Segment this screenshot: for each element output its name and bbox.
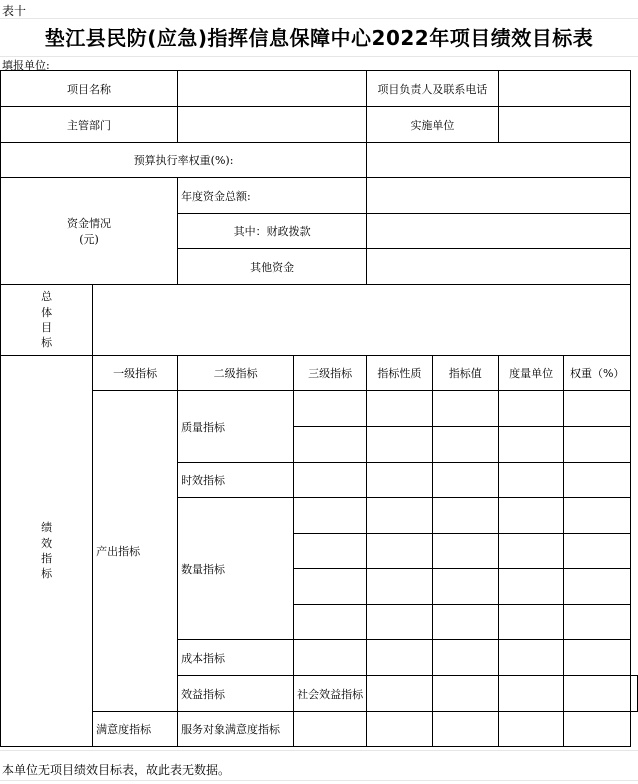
indicator-cell[interactable] <box>432 569 498 605</box>
project-name-label: 项目名称 <box>1 71 178 107</box>
indicator-cell[interactable] <box>564 427 631 463</box>
indicator-cell[interactable] <box>432 676 498 712</box>
sheet-grid-line <box>0 56 638 57</box>
indicator-cell[interactable] <box>564 569 631 605</box>
level1-satisfaction: 满意度指标 <box>93 712 178 747</box>
indicator-cell[interactable] <box>432 463 498 498</box>
indicator-cell[interactable] <box>564 498 631 534</box>
indicator-cell[interactable] <box>294 569 367 605</box>
funds-other-value[interactable] <box>367 249 631 285</box>
indicator-cell[interactable] <box>294 640 367 676</box>
indicator-cell[interactable] <box>432 534 498 569</box>
level2-timeliness: 时效指标 <box>178 463 294 498</box>
indicator-cell[interactable] <box>564 640 631 676</box>
indicator-cell[interactable] <box>367 463 433 498</box>
sheet-grid-line <box>0 780 638 781</box>
indicator-cell[interactable] <box>498 391 564 427</box>
sheet-label: 表十 <box>2 4 27 18</box>
funds-total-value[interactable] <box>367 178 631 214</box>
indicator-cell[interactable] <box>367 534 433 569</box>
department-label: 主管部门 <box>1 107 178 143</box>
indicator-cell[interactable] <box>564 534 631 569</box>
indicator-cell[interactable] <box>367 427 433 463</box>
project-name-value[interactable] <box>178 71 367 107</box>
page-title: 垫江县民防(应急)指挥信息保障中心2022年项目绩效目标表 <box>44 26 594 50</box>
header-unit: 度量单位 <box>498 356 564 391</box>
indicator-cell[interactable] <box>294 498 367 534</box>
indicator-cell[interactable] <box>432 605 498 640</box>
funds-fiscal-value[interactable] <box>367 214 631 249</box>
indicator-cell[interactable] <box>367 498 433 534</box>
indicator-cell[interactable] <box>498 640 564 676</box>
department-value[interactable] <box>178 107 367 143</box>
overall-goal-label <box>1 285 93 356</box>
indicator-cell[interactable] <box>498 712 564 747</box>
header-level3: 三级指标 <box>294 356 367 391</box>
level2-quantity: 数量指标 <box>178 498 294 640</box>
indicator-cell[interactable] <box>631 676 638 712</box>
footer-note: 本单位无项目绩效目标表，故此表无数据。 <box>2 763 231 777</box>
header-level2: 二级指标 <box>178 356 294 391</box>
sheet-grid-line <box>0 18 638 19</box>
performance-label-text: 绩效指标 <box>41 521 53 581</box>
indicator-cell[interactable] <box>432 391 498 427</box>
header-value: 指标值 <box>432 356 498 391</box>
fill-unit-label: 填报单位: <box>2 59 50 72</box>
indicator-cell[interactable] <box>564 391 631 427</box>
indicator-cell[interactable] <box>367 676 433 712</box>
indicator-cell[interactable] <box>294 427 367 463</box>
implementer-value[interactable] <box>498 107 630 143</box>
level1-output: 产出指标 <box>93 391 178 712</box>
header-nature: 指标性质 <box>367 356 433 391</box>
indicator-cell[interactable] <box>294 712 367 747</box>
indicator-cell[interactable] <box>564 712 631 747</box>
sheet-grid-line <box>0 750 638 751</box>
indicator-cell[interactable] <box>564 463 631 498</box>
overall-goal-value[interactable] <box>93 285 631 356</box>
overall-goal-label-text: 总体目标 <box>41 290 53 350</box>
indicator-cell[interactable] <box>294 463 367 498</box>
indicator-cell[interactable] <box>564 605 631 640</box>
indicator-cell[interactable] <box>498 498 564 534</box>
owner-contact-label: 项目负责人及联系电话 <box>367 71 499 107</box>
indicator-cell[interactable] <box>498 463 564 498</box>
indicator-cell[interactable] <box>432 427 498 463</box>
indicator-cell[interactable] <box>498 676 564 712</box>
indicator-cell[interactable] <box>432 712 498 747</box>
header-weight: 权重（%） <box>564 356 631 391</box>
performance-label <box>1 356 93 747</box>
indicator-cell[interactable] <box>367 391 433 427</box>
indicator-cell[interactable] <box>564 676 631 712</box>
level2-social-benefit: 社会效益指标 <box>294 676 367 712</box>
funds-total-label: 年度资金总额: <box>178 178 367 214</box>
owner-contact-value[interactable] <box>498 71 630 107</box>
funds-fiscal-label: 其中：财政拨款 <box>178 214 367 249</box>
indicator-cell[interactable] <box>294 605 367 640</box>
funds-label <box>1 178 178 285</box>
indicator-cell[interactable] <box>367 605 433 640</box>
performance-form-table <box>0 70 638 747</box>
indicator-cell[interactable] <box>294 391 367 427</box>
budget-rate-value[interactable] <box>367 143 631 178</box>
budget-rate-label: 预算执行率权重(%): <box>1 143 367 178</box>
indicator-cell[interactable] <box>432 498 498 534</box>
indicator-cell[interactable] <box>367 640 433 676</box>
indicator-cell[interactable] <box>498 569 564 605</box>
level2-quality: 质量指标 <box>178 391 294 463</box>
implementer-label: 实施单位 <box>367 107 499 143</box>
indicator-cell[interactable] <box>498 534 564 569</box>
indicator-cell[interactable] <box>498 427 564 463</box>
indicator-cell[interactable] <box>367 569 433 605</box>
indicator-cell[interactable] <box>432 640 498 676</box>
funds-label-line2: (元) <box>79 233 99 246</box>
level2-service-satisfaction: 服务对象满意度指标 <box>178 712 294 747</box>
level2-cost: 成本指标 <box>178 640 294 676</box>
indicator-cell[interactable] <box>498 605 564 640</box>
header-level1: 一级指标 <box>93 356 178 391</box>
funds-other-label: 其他资金 <box>178 249 367 285</box>
indicator-cell[interactable] <box>367 712 433 747</box>
funds-label-line1: 资金情况 <box>67 217 112 230</box>
level1-benefit: 效益指标 <box>178 676 294 712</box>
indicator-cell[interactable] <box>294 534 367 569</box>
